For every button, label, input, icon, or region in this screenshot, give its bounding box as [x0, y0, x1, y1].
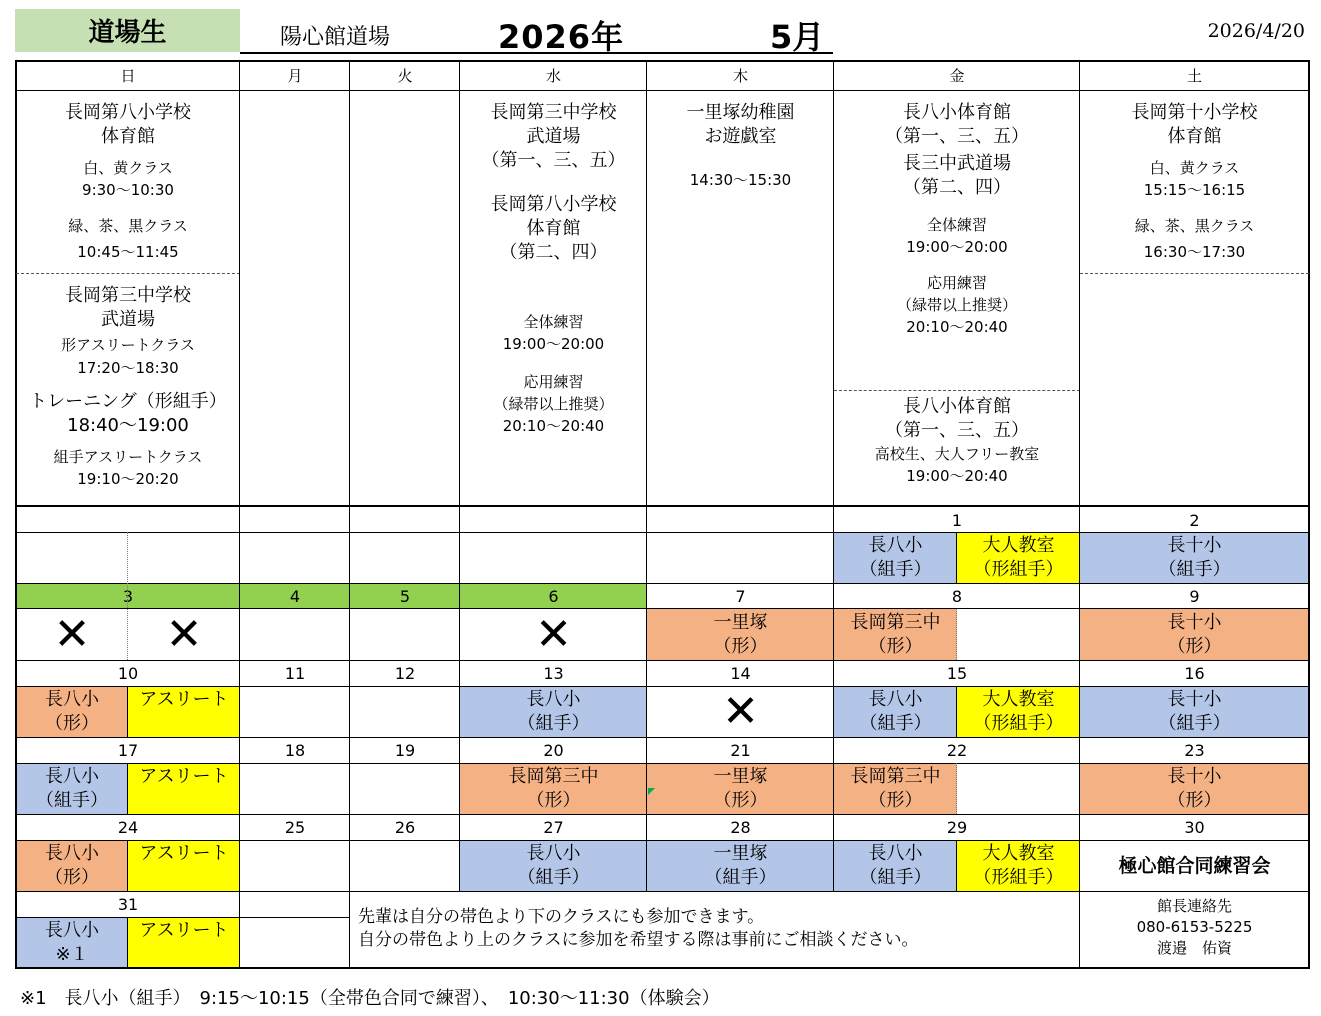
grid-line: [15, 60, 17, 969]
cell-split: [956, 763, 957, 814]
weekday-fri: 金: [949, 67, 965, 85]
weekday-wed: 水: [545, 67, 561, 85]
may10-athlete: アスリート: [128, 686, 240, 737]
grid-line: [15, 660, 1310, 661]
weekday-tue: 火: [397, 67, 413, 85]
cancel-cross-icon: ✕: [165, 609, 203, 660]
day-number: 10: [117, 664, 139, 683]
page-badge: 道場生: [15, 9, 240, 52]
cell-split: [127, 840, 128, 891]
grid-line: [1079, 60, 1080, 968]
day-number: 7: [735, 586, 746, 606]
day-number: 13: [543, 664, 564, 683]
weekday-thu: 木: [732, 67, 748, 85]
thu-schedule: 一里塚幼稚園 お遊戯室 14:30～15:30: [686, 102, 795, 189]
may20-kata: 長岡第三中 （形）: [460, 763, 647, 814]
weekday-mon: 月: [287, 67, 303, 85]
grid-line: [15, 737, 1310, 738]
fri-schedule-b: 長八小体育館 （第一、三、五） 高校生、大人フリー教室 19:00～20:40: [874, 396, 1040, 485]
may16-kumite: 長十小 （組手）: [1080, 686, 1309, 737]
day-number: 27: [543, 818, 564, 837]
grid-line: [459, 60, 460, 892]
wed-schedule: 長岡第三中学校 武道場 （第一、三、五） 長岡第八小学校 体育館 （第二、四） 全体練習 19:00～20:00 応用練習 （緑帯以上推奨） 20:10～20:40: [481, 102, 626, 435]
day-number: 12: [394, 664, 416, 683]
day-number: 2: [1189, 510, 1200, 530]
grid-line: [15, 686, 1310, 687]
may17-kumite: 長八小 （組手）: [16, 763, 128, 814]
day-number: 22: [946, 741, 968, 760]
cancel-cross-icon: ✕: [535, 609, 572, 660]
day-number: 15: [946, 664, 968, 683]
grid-line: [15, 532, 1310, 533]
cell-split: [127, 532, 128, 660]
may8-kata: 長岡第三中 （形）: [834, 609, 957, 660]
section-divider: [16, 273, 240, 274]
grid-line: [833, 60, 834, 892]
day-number: 26: [394, 818, 416, 837]
title-underline: [240, 52, 833, 54]
grid-line: [15, 583, 1310, 584]
may27-kumite: 長八小 （組手）: [460, 840, 647, 891]
weekday-sat: 土: [1186, 67, 1202, 85]
dojo-name: 陽心館道場: [280, 25, 391, 50]
cell-split: [956, 686, 957, 737]
may1-adult-class: 大人教室 （形組手）: [957, 533, 1080, 583]
sun-schedule-a: 長岡第八小学校 体育館 白、黄クラス 9:30～10:30 緑、茶、黒クラス 10:45～11:45: [65, 102, 191, 261]
footnote: ※1 長八小（組手） 9:15～10:15（全帯色合同で練習）、 10:30～11:30（体験会）: [20, 988, 720, 1009]
participation-notes: 先輩は自分の帯色より下のクラスにも参加できます。 自分の帯色より上のクラスに参加を希望する際は事前にご相談ください。: [358, 907, 919, 950]
may29-adult-class: 大人教室 （形組手）: [957, 840, 1080, 891]
grid-line: [15, 891, 1310, 892]
day-number: 23: [1184, 741, 1205, 760]
grid-line: [1308, 60, 1310, 969]
day-number: 6: [548, 586, 559, 606]
day-number: 30: [1184, 818, 1205, 837]
may29-kumite: 長八小 （組手）: [834, 840, 957, 891]
grid-line: [15, 608, 1310, 609]
cancel-cross-icon: ✕: [722, 686, 759, 737]
weekday-sun: 日: [120, 67, 136, 85]
may1-kumite: 長八小 （組手）: [834, 533, 957, 583]
section-divider: [1080, 273, 1309, 274]
grid-line: [646, 60, 647, 892]
day-number: 19: [394, 741, 416, 760]
cell-split: [127, 686, 128, 737]
may24-kata: 長八小 （形）: [16, 840, 128, 891]
cell-split: [956, 840, 957, 891]
day-number: 17: [117, 741, 139, 760]
day-number: 25: [284, 818, 306, 837]
year-label: 2026年: [498, 18, 625, 56]
grid-line: [15, 917, 350, 918]
comment-marker: [648, 788, 655, 795]
may13-kumite: 長八小 （組手）: [460, 686, 647, 737]
day-number: 4: [289, 586, 301, 606]
day-number: 14: [730, 664, 751, 683]
day-number: 5: [399, 586, 411, 606]
may24-athlete: アスリート: [128, 840, 240, 891]
contact-info: 館長連絡先 080-6153-5225 渡邉 佑資: [1136, 897, 1253, 957]
day-number: 24: [117, 818, 139, 837]
cancel-cross-icon: ✕: [53, 609, 91, 660]
day-number: 1: [951, 510, 963, 530]
grid-line: [15, 90, 1310, 91]
day-number: 21: [730, 741, 751, 760]
may17-athlete: アスリート: [128, 763, 240, 814]
grid-line: [15, 840, 1310, 841]
grid-line: [15, 967, 1310, 969]
day-number: 28: [730, 818, 751, 837]
may2-kumite: 長十小 （組手）: [1080, 533, 1309, 583]
day-number: 3: [122, 586, 134, 606]
may15-kumite: 長八小 （組手）: [834, 686, 957, 737]
day-number: 18: [284, 741, 306, 760]
may15-adult-class: 大人教室 （形組手）: [957, 686, 1080, 737]
grid-line: [239, 60, 240, 968]
month-label: 5月: [770, 18, 825, 56]
may31-athlete: アスリート: [128, 917, 240, 968]
grid-line: [15, 505, 1310, 507]
day-number: 31: [117, 895, 139, 914]
cell-split: [956, 532, 957, 583]
grid-line: [15, 814, 1310, 815]
may22-kata: 長岡第三中 （形）: [834, 763, 957, 814]
grid-line: [15, 60, 1310, 62]
day-number: 29: [946, 818, 968, 837]
day-number: 9: [1189, 586, 1200, 606]
cell-split: [127, 917, 128, 968]
grid-line: [349, 60, 350, 968]
may28-kumite: 一里塚 （組手）: [647, 840, 834, 891]
may21-kata: 一里塚 （形）: [647, 763, 834, 814]
sun-schedule-b: 長岡第三中学校 武道場 形アスリートクラス 17:20～18:30 トレーニング（形組手） 18:40～19:00 組手アスリートクラス 19:10～20:20: [29, 285, 227, 488]
may31-kumite: 長八小 ※１: [16, 917, 128, 968]
fri-schedule-a: 長八小体育館 （第一、三、五） 長三中武道場 （第二、四） 全体練習 19:00～20:00 応用練習 （緑帯以上推奨） 20:10～20:40: [885, 102, 1029, 336]
issue-date: 2026/4/20: [1207, 20, 1305, 42]
day-number: 16: [1184, 664, 1205, 683]
may30-joint-practice: 極心館合同練習会: [1118, 854, 1271, 877]
section-divider: [834, 390, 1080, 391]
cell-split: [127, 763, 128, 814]
may9-kata: 長十小 （形）: [1080, 609, 1309, 660]
day-number: 20: [543, 741, 564, 760]
cell-split: [956, 609, 957, 660]
may23-kata: 長十小 （形）: [1080, 763, 1309, 814]
day-number: 8: [951, 586, 963, 606]
may7-kata: 一里塚 （形）: [647, 609, 834, 660]
may10-kata: 長八小 （形）: [16, 686, 128, 737]
day-number: 11: [284, 664, 306, 683]
sat-schedule: 長岡第十小学校 体育館 白、黄クラス 15:15～16:15 緑、茶、黒クラス 16:30～17:30: [1131, 102, 1258, 261]
grid-line: [15, 763, 1310, 764]
